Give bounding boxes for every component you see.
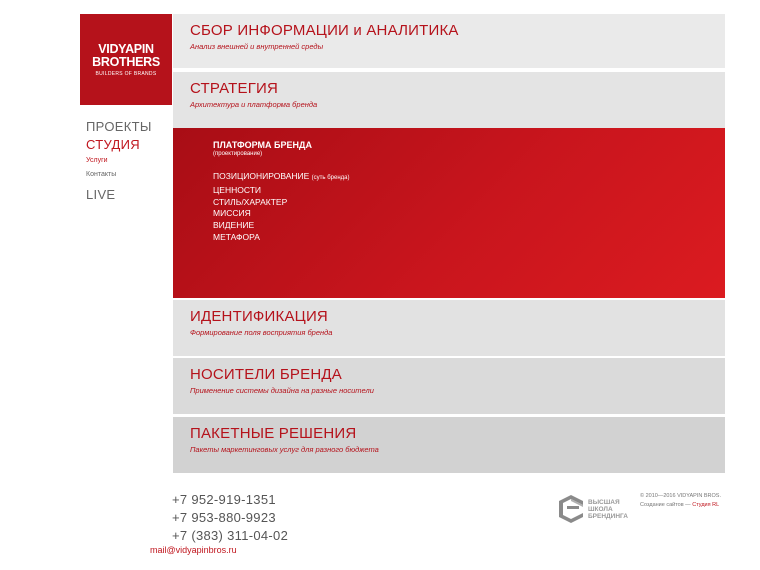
strategy-expanded-panel	[173, 128, 725, 298]
panel-subtitle: Архитектура и платформа бренда	[190, 100, 318, 109]
logo-tagline: BUILDERS OF BRANDS	[95, 70, 157, 77]
list-item-values[interactable]: ЦЕННОСТИ	[213, 184, 262, 195]
panel-subtitle: Применение системы дизайна на разные носители	[190, 386, 374, 395]
credit-line: Создание сайтов — Студия RL	[640, 502, 720, 508]
panel-subtitle: Пакеты маркетинговых услуг для разного бюджета	[190, 445, 379, 454]
branding-school-text: ВЫСШАЯ ШКОЛА БРЕНДИНГА	[588, 498, 629, 520]
logo-line-2: BROTHERS	[92, 54, 160, 69]
panel-title: СБОР ИНФОРМАЦИИ и АНАЛИТИКА	[190, 22, 459, 39]
list-item-positioning[interactable]: ПОЗИЦИОНИРОВАНИЕ (суть бренда)	[213, 171, 350, 181]
phone-list	[172, 491, 288, 545]
branding-school-badge[interactable]	[558, 494, 628, 524]
main-nav	[86, 118, 152, 204]
panel-strategy[interactable]	[173, 72, 725, 128]
list-item-mission[interactable]: МИССИЯ	[213, 208, 251, 219]
panel-identification[interactable]	[173, 300, 725, 356]
expanded-heading: ПЛАТФОРМА БРЕНДА	[213, 140, 312, 150]
panel-title: СТРАТЕГИЯ	[190, 80, 279, 97]
email-link[interactable]: mail@vidyapinbros.ru	[150, 545, 237, 555]
list-item-note: (суть бренда)	[311, 175, 350, 181]
nav-item-live[interactable]: LIVE	[86, 187, 116, 202]
panel-title: НОСИТЕЛИ БРЕНДА	[190, 366, 342, 383]
nav-subitem-contacts[interactable]: Контакты	[86, 171, 117, 178]
panel-subtitle: Формирование поля восприятия бренда	[190, 328, 333, 337]
brand-logo[interactable]	[80, 14, 172, 105]
panel-analytics[interactable]	[173, 14, 725, 68]
panel-brand-media[interactable]	[173, 358, 725, 414]
nav-item-studio[interactable]: СТУДИЯ	[86, 137, 140, 152]
panel-subtitle: Анализ внешней и внутренней среды	[190, 42, 324, 51]
nav-item-projects[interactable]: ПРОЕКТЫ	[86, 119, 152, 134]
expanded-note: (проектирование)	[213, 151, 263, 157]
branding-school-logo-icon	[558, 494, 584, 524]
logo-line-1: VIDYAPIN	[98, 41, 154, 56]
studio-credit-link[interactable]: Студия RL	[692, 502, 720, 508]
nav-subitem-services[interactable]: Услуги	[86, 157, 108, 164]
list-item-vision[interactable]: ВИДЕНИЕ	[213, 220, 255, 231]
phone-number[interactable]: +7 953-880-9923	[172, 510, 276, 525]
panel-title: ПАКЕТНЫЕ РЕШЕНИЯ	[190, 425, 357, 442]
copyright-block	[640, 492, 721, 510]
phone-number[interactable]: +7 952-919-1351	[172, 492, 276, 507]
list-item-metaphor[interactable]: МЕТАФОРА	[213, 231, 260, 242]
list-item-style[interactable]: СТИЛЬ/ХАРАКТЕР	[213, 196, 288, 207]
phone-number[interactable]: +7 (383) 311-04-02	[172, 528, 289, 543]
expanded-list	[213, 171, 725, 244]
panel-title: ИДЕНТИФИКАЦИЯ	[190, 308, 328, 325]
copyright-text: © 2010—2016 VIDYAPIN BROS.	[640, 493, 721, 499]
panel-packages[interactable]	[173, 417, 725, 473]
